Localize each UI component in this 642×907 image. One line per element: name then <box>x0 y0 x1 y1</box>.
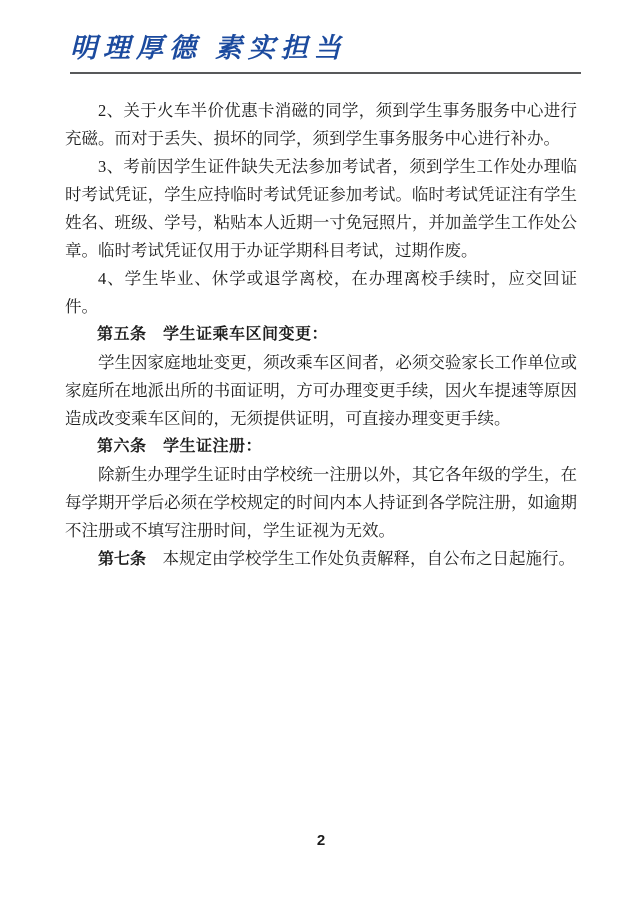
school-motto-calligraphy: 明理厚德 素实担当 <box>70 33 347 63</box>
page-footer <box>0 832 642 850</box>
article-5-body: 学生因家庭地址变更，须改乘车区间者，必须交验家长工作单位或家庭所在地派出所的书面证明，方可办理变更手续，因火车提速等原因造成改变乘车区间的，无须提供证明，可直接办理变更手续。 <box>65 353 577 428</box>
document-body <box>65 97 577 574</box>
article-6-heading: 第六条 学生证注册： <box>97 438 263 455</box>
page-number: 2 <box>316 832 326 849</box>
article-5-heading: 第五条 学生证乘车区间变更： <box>97 326 329 343</box>
header-divider <box>70 72 581 74</box>
paragraph-item-4: 4、学生毕业、休学或退学离校，在办理离校手续时，应交回证件。 <box>65 269 577 316</box>
article-7-paragraph <box>65 545 577 574</box>
article-6-body: 除新生办理学生证时由学校统一注册以外，其它各年级的学生，在每学期开学后必须在学校规定的时间内本人持证到各学院注册，如逾期不注册或不填写注册时间，学生证视为无效。 <box>65 465 577 540</box>
paragraph-item-2: 2、关于火车半价优惠卡消磁的同学，须到学生事务服务中心进行充磁。而对于丢失、损坏的同学，须到学生事务服务中心进行补办。 <box>65 101 577 148</box>
article-7-text: 本规定由学校学生工作处负责解释，自公布之日起施行。 <box>146 549 576 568</box>
paragraph-item-3: 3、考前因学生证件缺失无法参加考试者，须到学生工作处办理临时考试凭证，学生应持临时考试凭证参加考试。临时考试凭证注有学生姓名、班级、学号，粘贴本人近期一寸免冠照片，并加盖学生工作处公章。临时考试凭证仅用于办证学期科目考试，过期作废。 <box>65 157 577 260</box>
article-7-label: 第七条 <box>98 551 147 568</box>
page-header <box>70 30 581 74</box>
